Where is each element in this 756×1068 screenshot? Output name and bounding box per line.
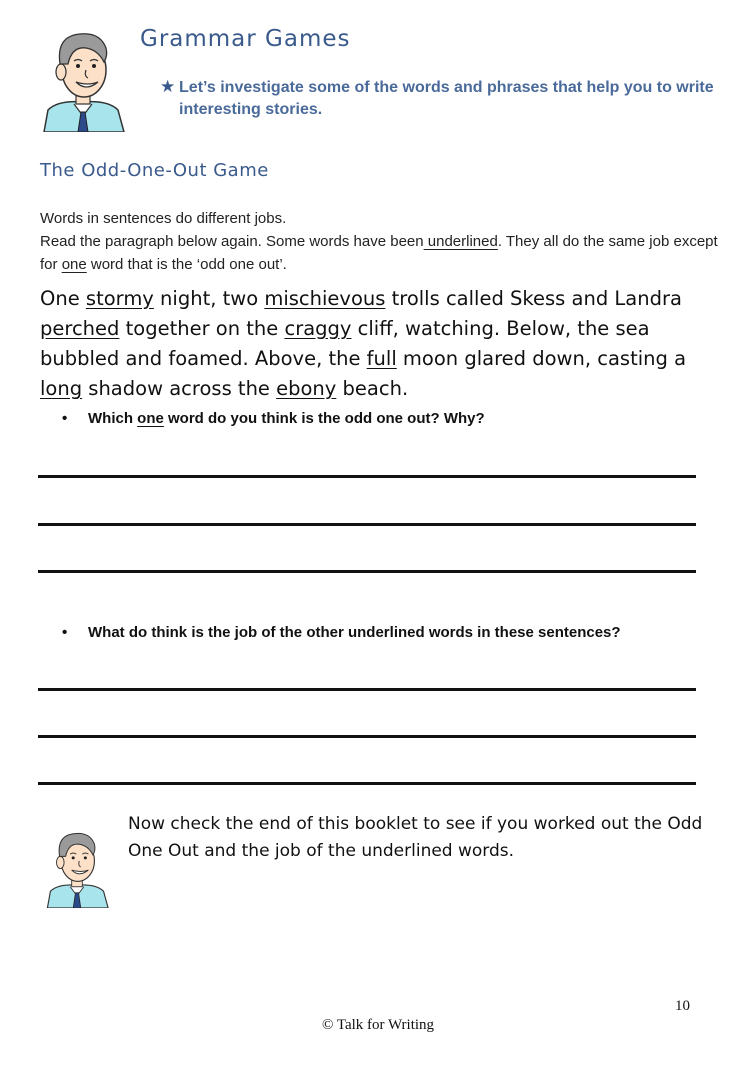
passage-text: together on the xyxy=(119,317,285,340)
passage-text: moon glared down, casting a xyxy=(396,347,687,370)
intro-text: Let’s investigate some of the words and phrases that help you to write interesting stories. xyxy=(179,79,714,118)
underlined-word: long xyxy=(40,377,83,400)
underlined-word: ebony xyxy=(276,377,337,400)
question-text: What do think is the job of the other underlined words in these sentences? xyxy=(88,624,621,641)
answer-line[interactable] xyxy=(38,735,696,738)
passage-text: beach. xyxy=(336,377,409,400)
instruction-text: Read the paragraph below again. Some words have been xyxy=(40,233,424,250)
passage-text: shadow across the xyxy=(82,377,277,400)
underlined-word: full xyxy=(366,347,397,370)
passage-text: trolls called Skess and Landra xyxy=(385,287,682,310)
check-answers-text: Now check the end of this booklet to see if you worked out the Odd One Out and the job of the underlined words. xyxy=(128,814,703,861)
underlined-word: perched xyxy=(40,317,120,340)
copyright-footer: © Talk for Writing xyxy=(321,1017,435,1033)
instructions xyxy=(40,207,730,276)
passage-text: cliff, watching. Below, the sea bubbled and foamed. Above, the xyxy=(40,317,650,370)
instruction-line-2 xyxy=(40,230,730,276)
underlined-word: mischievous xyxy=(264,287,386,310)
intro-row xyxy=(160,77,720,121)
story-passage xyxy=(40,284,720,404)
page-title: Grammar Games xyxy=(140,26,351,52)
question-text xyxy=(88,410,485,427)
teacher-illustration xyxy=(38,24,128,132)
question-text-part: Which xyxy=(88,410,138,427)
passage-text: One xyxy=(40,287,86,310)
passage-text: night, two xyxy=(153,287,265,310)
page-number: 10 xyxy=(675,998,690,1014)
teacher-illustration xyxy=(38,826,116,908)
instruction-text: word that is the ‘odd one out’. xyxy=(86,256,287,273)
underlined-word: one xyxy=(137,410,164,427)
underlined-word: craggy xyxy=(284,317,352,340)
underlined-word: stormy xyxy=(85,287,154,310)
star-icon: ★ xyxy=(160,77,176,96)
section-title: The Odd-One-Out Game xyxy=(40,160,269,181)
answer-line[interactable] xyxy=(38,475,696,478)
question-2 xyxy=(62,624,621,641)
answer-line[interactable] xyxy=(38,688,696,691)
bullet-icon: • xyxy=(62,410,68,427)
question-text-part: word do you think is the odd one out? Why? xyxy=(163,410,485,427)
instruction-text: . They all do the same job except for xyxy=(40,233,718,273)
answer-line[interactable] xyxy=(38,782,696,785)
underlined-word: underlined xyxy=(423,233,498,250)
question-1 xyxy=(62,410,485,427)
answer-line[interactable] xyxy=(38,570,696,573)
bullet-icon: • xyxy=(62,624,68,641)
underlined-word: one xyxy=(61,256,87,273)
answer-line[interactable] xyxy=(38,523,696,526)
instruction-line-1: Words in sentences do different jobs. xyxy=(40,210,287,227)
